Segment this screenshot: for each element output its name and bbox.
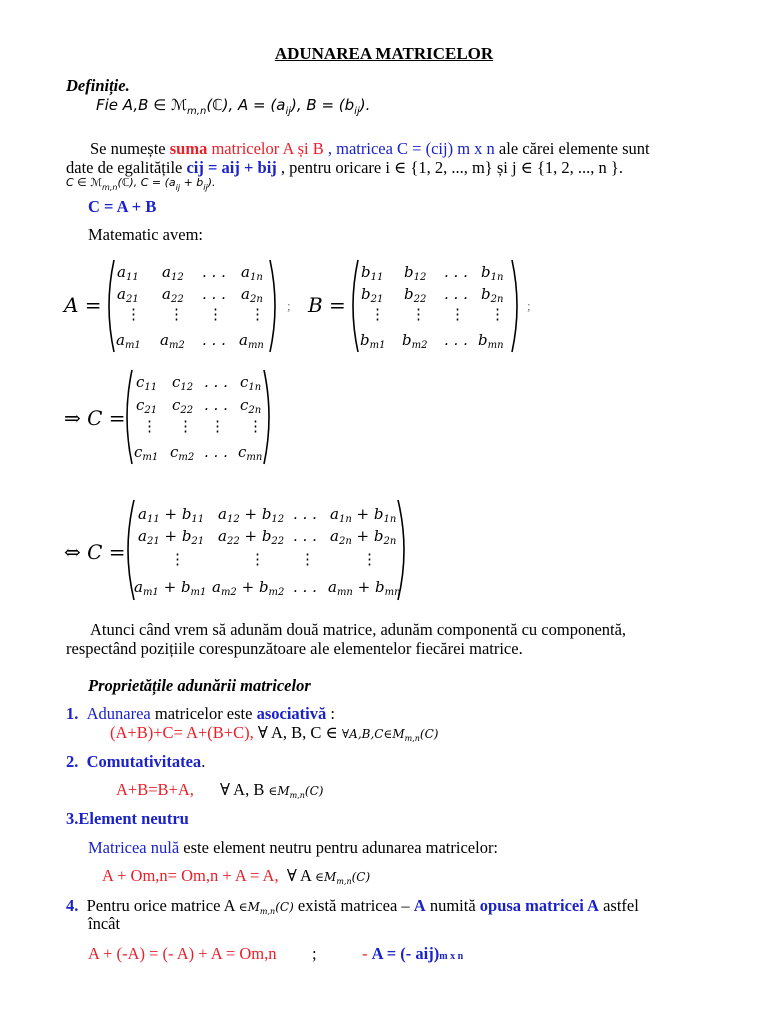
matrix-c-cell: $c_{12}$ [172, 373, 194, 393]
definition-paragraph-line2: date de egalitățile cij = aij + bij , pentru oricare i ∈ {1, 2, ..., m} și j ∈ {1, 2, ..., n }. [66, 158, 623, 177]
matrix-c-cell: $c_{1n}$ [240, 373, 262, 393]
matrix-a-cell: $a_{2n}$ [241, 285, 263, 305]
matrix-sum-cell: . . . [293, 578, 317, 596]
matrix-c-cell: . . . [204, 443, 228, 461]
matrix-sum-cell: ⋮ [362, 550, 377, 568]
matrix-c-cell: $c_{m1}$ [134, 443, 159, 463]
matrix-c-cell: $c_{mn}$ [238, 443, 263, 463]
matrix-c-cell: $c_{m2}$ [170, 443, 195, 463]
matrix-b-cell: $b_{11}$ [361, 263, 384, 283]
matrix-sum-cell: . . . [293, 527, 317, 545]
matrix-b-cell: ⋮ [411, 305, 426, 323]
property-1-formula: (A+B)+C= A+(B+C), ∀ A, B, C ∈ ∀A,B,C∈Mm,n(C) [110, 723, 439, 743]
property-4-continuation: încât [88, 914, 121, 933]
property-1: 1. Adunarea matricelor este asociativă : [66, 704, 335, 723]
matrix-b-cell: . . . [444, 331, 468, 349]
matrix-sum-cell: ⋮ [250, 550, 265, 568]
property-3-formula: A + Om,n= Om,n + A = A, ∀ A ∈Mm,n(C) [102, 866, 371, 886]
property-4: 4. Pentru orice matrice A ∈Mm,n(C) există matricea – A numită opusa matricei A astfel [66, 896, 639, 916]
matrix-sum-cell: $a_{mn} + b_{mn}$ [328, 578, 401, 598]
matrix-b-cell: $b_{22}$ [404, 285, 427, 305]
page-title: ADUNAREA MATRICELOR [274, 44, 494, 63]
property-3-text: Matricea nulă este element neutru pentru adunarea matricelor: [88, 838, 499, 857]
matrix-b-right-paren [510, 258, 524, 354]
definition-paragraph-line1: Se numește suma matricelor A și B , matricea C = (cij) m x n ale cărei elemente sunt [90, 139, 650, 158]
matrix-a-cell: $a_{12}$ [162, 263, 184, 283]
matrix-a-right-paren [268, 258, 282, 354]
matrix-c-cell: ⋮ [142, 417, 157, 435]
definition-line3: C ∈ ℳ$_{m,n}$(ℂ), $C = (a_{ij} + b_{ij})$. [66, 176, 216, 192]
matrix-c-cell: . . . [204, 373, 228, 391]
matrix-sum-cell: $a_{m1} + b_{m1}$ [134, 578, 207, 598]
matrix-a-label: A = [64, 293, 102, 317]
matrix-c-cell: $c_{22}$ [172, 396, 194, 416]
property-2: 2. Comutativitatea. [66, 752, 206, 771]
matematic-label: Matematic avem: [88, 225, 203, 244]
matrix-b-cell: . . . [444, 263, 468, 281]
matrix-a-left-paren [102, 258, 116, 354]
matrix-a-cell: $a_{mn}$ [239, 331, 264, 351]
matrix-b-cell: ⋮ [490, 305, 505, 323]
matrix-a-cell: ⋮ [208, 305, 223, 323]
matrix-b-cell: ⋮ [370, 305, 385, 323]
matrix-b-cell: $b_{m1}$ [360, 331, 386, 351]
matrix-c-cell: . . . [204, 396, 228, 414]
matrix-sum-cell: $a_{21} + b_{21}$ [138, 527, 205, 547]
matrix-a-cell: $a_{21}$ [117, 285, 139, 305]
matrix-b-cell: $b_{12}$ [404, 263, 427, 283]
matrix-b-cell: $b_{mn}$ [478, 331, 504, 351]
explanation-line2: respectând pozițiile corespunzătoare ale elementelor fiecărei matrice. [66, 639, 523, 658]
matrix-sum-cell: $a_{1n} + b_{1n}$ [330, 505, 397, 525]
matrix-a-cell: . . . [202, 263, 226, 281]
explanation-line1: Atunci când vrem să adunăm două matrice, adunăm componentă cu componentă, [90, 620, 627, 639]
property-2-set: ∀ A, B ∈Mm,n(C) [220, 780, 324, 800]
matrix-sum-label: ⇔ C = [64, 540, 126, 564]
matrix-b-cell: $b_{1n}$ [481, 263, 504, 283]
matrix-a-cell: . . . [202, 331, 226, 349]
matrix-a-cell: ⋮ [126, 305, 141, 323]
matrix-b-cell: ⋮ [450, 305, 465, 323]
properties-heading: Proprietățile adunării matricelor [88, 676, 311, 695]
matrix-b-cell: $b_{m2}$ [402, 331, 428, 351]
matrix-a-cell: $a_{1n}$ [241, 263, 263, 283]
property-3: 3.Element neutru [66, 809, 189, 828]
matrix-b-label: B = [308, 293, 346, 317]
definition-line: Fie A,B ∈ ℳ$_{m,n}$(ℂ), $A = (a_{ij})$, $B = (b_{ij})$. [96, 96, 371, 117]
matrix-c-cell: ⋮ [248, 417, 263, 435]
matrix-sum-cell: $a_{2n} + b_{2n}$ [330, 527, 397, 547]
matrix-sum-cell: ⋮ [170, 550, 185, 568]
matrix-c-cell: $c_{11}$ [136, 373, 158, 393]
matrix-b-cell: . . . [444, 285, 468, 303]
property-4-formula: A + (-A) = (- A) + A = Om,n [88, 944, 277, 963]
matrix-c-cell: $c_{2n}$ [240, 396, 262, 416]
matrix-a-cell: . . . [202, 285, 226, 303]
matrix-a-cell: ⋮ [169, 305, 184, 323]
matrix-c-right-paren [262, 368, 276, 466]
matrix-c-cell: $c_{21}$ [136, 396, 158, 416]
property-2-formula: A+B=B+A, [116, 780, 194, 799]
matrix-c-label: ⇒ C = [64, 406, 126, 430]
matrix-b-cell: $b_{2n}$ [481, 285, 504, 305]
matrix-a-cell: ⋮ [250, 305, 265, 323]
matrix-c-cell: ⋮ [210, 417, 225, 435]
matrix-c-cell: ⋮ [178, 417, 193, 435]
matrix-sum-cell: $a_{m2} + b_{m2}$ [212, 578, 285, 598]
separator: ; [527, 298, 531, 313]
matrix-a-cell: $a_{11}$ [117, 263, 139, 283]
separator: ; [287, 298, 291, 313]
matrix-sum-cell: $a_{12} + b_{12}$ [218, 505, 285, 525]
matrix-b-left-paren [346, 258, 360, 354]
opposite-matrix-formula: - A = (- aij)m x n [362, 944, 464, 963]
matrix-sum-cell: . . . [293, 505, 317, 523]
property-4-semicolon: ; [312, 944, 317, 963]
matrix-a-cell: $a_{m2}$ [160, 331, 185, 351]
matrix-a-cell: $a_{m1}$ [116, 331, 141, 351]
matrix-b-cell: $b_{21}$ [361, 285, 384, 305]
matrix-sum-cell: ⋮ [300, 550, 315, 568]
definition-heading: Definiție. [66, 76, 130, 95]
matrix-sum-cell: $a_{11} + b_{11}$ [138, 505, 205, 525]
matrix-c-left-paren [120, 368, 134, 466]
sum-formula: C = A + B [88, 197, 157, 216]
matrix-a-cell: $a_{22}$ [162, 285, 184, 305]
matrix-sum-cell: $a_{22} + b_{22}$ [218, 527, 285, 547]
